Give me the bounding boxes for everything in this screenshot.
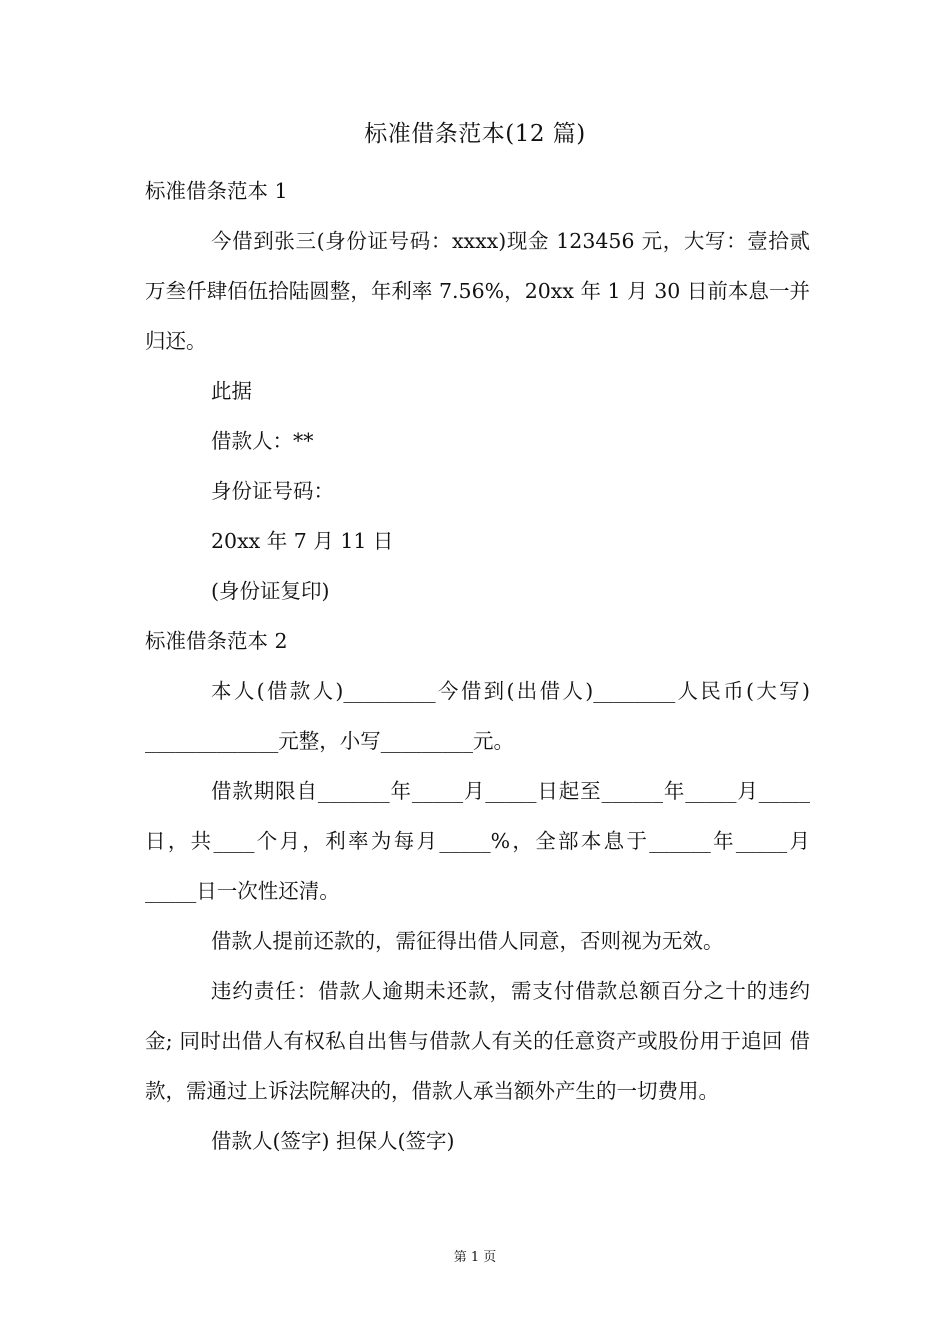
paragraph: 借款人提前还款的，需征得出借人同意，否则视为无效。 xyxy=(211,929,724,953)
paragraph: 本人(借款人)_________今借到(出借人)________人民币(大写) _____________元整，小写_________元。 xyxy=(145,679,817,753)
page-number: 第 1 页 xyxy=(453,1250,497,1265)
paragraph: (身份证复印) xyxy=(211,579,330,603)
document-title: 标准借条范本(12 篇) xyxy=(364,121,586,147)
paragraph: 违约责任：借款人逾期未还款，需支付借款总额百分之十的违约金; 同时出借人有权私自出售与借款人有关的任意资产或股份用于追回 借款，需通过上诉法院解决的，借款人承当额外产生的一切费用。 xyxy=(145,979,810,1103)
borrower-line: 借款人：** xyxy=(211,429,314,453)
document-body xyxy=(145,166,817,1166)
section-heading: 标准借条范本 1 xyxy=(145,179,288,203)
date-line: 20xx 年 7 月 11 日 xyxy=(211,529,394,553)
section-heading: 标准借条范本 2 xyxy=(145,629,288,653)
id-number-line: 身份证号码： xyxy=(211,479,334,503)
signature-line: 借款人(签字) 担保人(签字) xyxy=(211,1129,455,1153)
paragraph: 借款期限自_______年_____月_____日起至______年_____月_____ 日，共____个月，利率为每月_____%，全部本息于______年_____月 _____日一次性还清。 xyxy=(145,779,817,903)
paragraph: 此据 xyxy=(211,379,252,403)
paragraph: 今借到张三(身份证号码：xxxx)现金 123456 元，大写：壹拾贰万叁仟肆佰伍拾陆圆整，年利率 7.56%，20xx 年 1 月 30 日前本息一并归还。 xyxy=(145,229,810,353)
